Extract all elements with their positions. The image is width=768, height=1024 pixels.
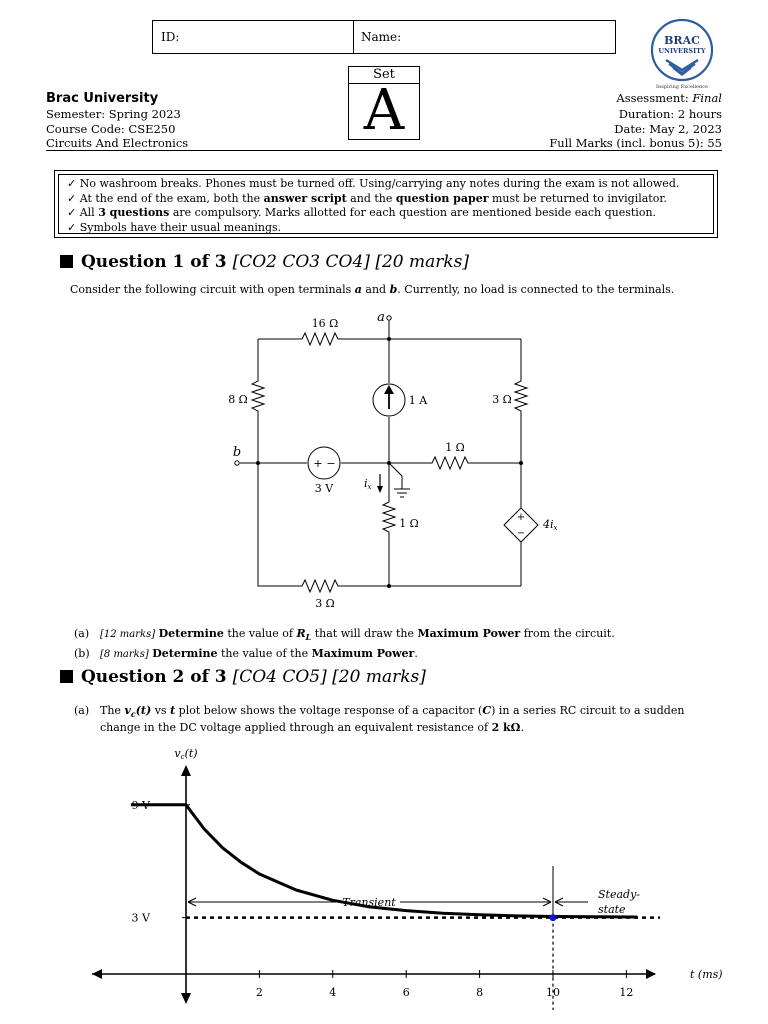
label-vsrc: 3 V [314,482,334,495]
logo-tagline: Inspiring Excellence [656,84,708,90]
question-1-intro: Consider the following circuit with open terminals a and b. Currently, no load is connected to the terminals. [70,283,675,296]
y-tick-label: 3 V [131,911,150,925]
header-left [46,90,188,151]
label-dep: 4ix [543,518,558,532]
svg-text:+: + [313,457,323,470]
x-axis-label: t (ms) [690,968,723,981]
label-ix: ix [364,477,372,491]
instruction-1: ✓ No washroom breaks. Phones must be turned off. Using/carrying any notes during the exam is not allowed. [67,177,680,190]
exam-date: Date: May 2, 2023 [614,121,722,136]
label-node-a: a [377,310,385,325]
header-rule [46,150,722,151]
x-tick-label: 12 [619,986,634,999]
semester: Semester: Spring 2023 [46,107,181,121]
question-1-heading: Question 1 of 3 [CO2 CO3 CO4] [20 marks] [60,252,469,272]
check-icon: ✓ [67,220,77,234]
instruction-4: ✓ Symbols have their usual meanings. [67,220,282,234]
x-tick-label: 2 [255,986,263,999]
instructions-box [54,170,718,238]
course-name: Circuits And Electronics [46,136,189,150]
question-2-part-a: (a) The $v_c(t)$ vs t plot below shows the voltage response of a capacitor (C) in a series RC circuit to a sudden change in the DC voltage applied through an equivalent resistance of 2 kΩ. [74,704,685,735]
question-2-heading: Question 2 of 3 [CO4 CO5] [20 marks] [60,667,426,687]
x-tick-label: 4 [329,986,337,999]
x-tick-label: 10 [546,986,560,999]
marked-point [550,914,557,921]
svg-text:−: − [326,457,336,470]
label-r-lower: 1 Ω [399,517,419,530]
id-field[interactable]: ID: [153,21,354,53]
label-isrc: 1 A [408,394,428,407]
label-r-mid: 1 Ω [445,441,465,454]
y-axis-label: vc(t) [174,747,198,761]
duration: Duration: 2 hours [618,107,722,121]
svg-text:+: + [516,512,526,523]
id-name-box [152,20,616,54]
square-bullet-icon [60,670,73,683]
x-tick-label: 8 [476,986,484,999]
label-r-top: 16 Ω [311,317,339,330]
name-field[interactable]: Name: [361,30,402,44]
set-letter: A [363,78,405,143]
check-icon: ✓ [67,206,77,219]
y-tick-label: 9 V [131,798,150,812]
label-r-bottom: 3 Ω [315,597,335,610]
label-r-right: 3 Ω [492,393,512,406]
instruction-3: ✓ All 3 questions are compulsory. Marks allotted for each question are mentioned beside each question. [67,206,657,219]
full-marks: Full Marks (incl. bonus 5): 55 [549,136,722,150]
label-node-b: b [232,445,242,460]
course-code: Course Code: CSE250 [46,121,176,136]
check-icon: ✓ [67,191,77,205]
x-tick-label: 6 [402,986,410,999]
assessment: Assessment: Final [616,91,722,105]
brac-university-logo [640,18,724,90]
instruction-2: ✓ At the end of the exam, both the answer script and the question paper must be returned to invigilator. [67,191,667,205]
steady-label-2: state [598,903,626,916]
steady-label-1: Steady- [598,888,640,901]
logo-text-2: UNIVERSITY [658,47,706,55]
circuit-diagram [220,306,558,616]
label-r-left: 8 Ω [228,393,248,406]
transient-label: Transient [342,896,396,909]
question-1-part-a: (a) [12 marks] Determine the value of $R_L$ that will draw the Maximum Power from the circuit. [74,627,615,643]
svg-text:−: − [516,528,526,539]
university-name: Brac University [46,91,159,106]
logo-text-1: BRAC [664,34,700,47]
set-label: Set [349,67,419,84]
check-icon: ✓ [67,177,77,190]
square-bullet-icon [60,255,73,268]
capacitor-voltage-chart [0,740,768,1024]
set-box [348,66,420,143]
question-1-part-b: (b) [8 marks] Determine the value of the Maximum Power. [74,647,418,660]
header-right [549,90,722,151]
